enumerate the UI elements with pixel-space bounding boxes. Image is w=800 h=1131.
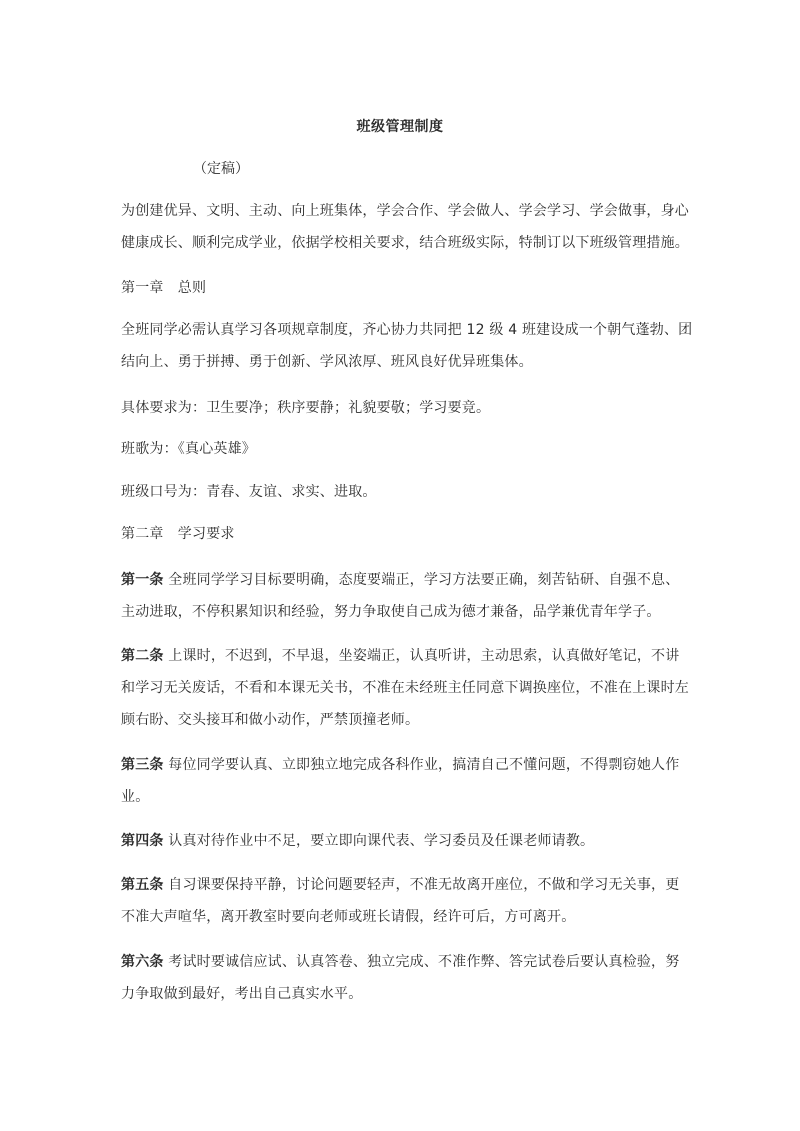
article-1: 第一条 全班同学学习目标要明确，态度要端正，学习方法要正确，刻苦钻研、自强不息、 主动进取，不停积累知识和经验，努力争取使自己成为德才兼备，品学兼优青年学子。 (121, 572, 680, 620)
chapter1-paragraph-line-2: 结向上、勇于拼搏、勇于创新、学风浓厚、班风良好优异班集体。 (121, 354, 533, 370)
requirements-line: 具体要求为：卫生要净；秩序要静；礼貌要敬；学习要竞。 (121, 400, 491, 416)
article-4-head: 第四条 (121, 833, 164, 849)
article-4: 第四条 认真对待作业中不足，要立即向课代表、学习委员及任课老师请教。 (121, 833, 595, 849)
class-slogan-line: 班级口号为：青春、友谊、求实、进取。 (121, 484, 377, 500)
intro-paragraph (121, 195, 691, 259)
chapter1-paragraph (121, 314, 691, 378)
intro-line-1: 为创建优异、文明、主动、向上班集体，学会合作、学会做人、学会学习、学会做事，身心 (121, 203, 689, 219)
chapter2-heading: 第二章 学习要求 (121, 526, 235, 542)
article-2-head: 第二条 (121, 648, 164, 664)
document-title: 班级管理制度 (356, 119, 444, 135)
class-song-line: 班歌为：《真心英雄》 (121, 441, 256, 457)
article-5-head: 第五条 (121, 877, 164, 893)
article-2: 第二条 上课时，不迟到，不早退，坐姿端正，认真听讲，主动思索，认真做好笔记，不讲 和学习无关废话，不看和本课无关书，不准在未经班主任同意下调换座位，不准在上课时左 顾右盼、交头接耳和做小动作，严禁顶撞老师。 (121, 648, 689, 728)
article-1-head: 第一条 (121, 572, 164, 588)
article-6-head: 第六条 (121, 954, 164, 970)
article-3: 第三条 每位同学要认真、立即独立地完成各科作业，搞清自己不懂问题，不得剽窃她人作 业。 (121, 757, 680, 805)
article-6: 第六条 考试时要诚信应试、认真答卷、独立完成、不准作弊、答完试卷后要认真检验，努 力争取做到最好，考出自己真实水平。 (121, 954, 680, 1002)
article-5: 第五条 自习课要保持平静，讨论问题要轻声，不准无故离开座位，不做和学习无关事，更 不准大声喧华，离开教室时要向老师或班长请假，经许可后，方可离开。 (121, 877, 680, 925)
chapter1-paragraph-line-1: 全班同学必需认真学习各项规章制度，齐心协力共同把 12 级 4 班建设成一个朝气蓬勃、团 (121, 322, 693, 338)
document-subtitle: （定稿） (193, 161, 249, 177)
chapter1-heading: 第一章 总则 (121, 280, 207, 296)
article-3-head: 第三条 (121, 757, 164, 773)
intro-line-2: 健康成长、顺利完成学业，依据学校相关要求，结合班级实际，特制订以下班级管理措施。 (121, 235, 689, 251)
